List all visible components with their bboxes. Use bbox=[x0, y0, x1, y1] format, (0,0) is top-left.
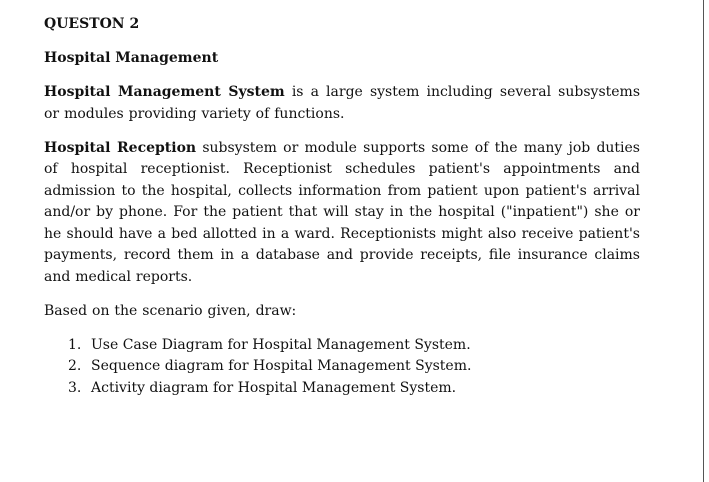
term-hospital-reception: Hospital Reception bbox=[44, 139, 197, 156]
task-text: Sequence diagram for Hospital Management System. bbox=[91, 358, 472, 374]
document-body bbox=[44, 14, 640, 399]
task-text: Activity diagram for Hospital Management System. bbox=[91, 379, 457, 396]
task-item bbox=[44, 335, 640, 357]
task-item bbox=[44, 378, 640, 400]
task-number: 1. bbox=[68, 336, 82, 353]
task-number: 2. bbox=[68, 358, 82, 374]
paragraph-hospital-reception bbox=[44, 138, 640, 289]
paragraph-system-overview bbox=[44, 82, 640, 125]
task-list bbox=[44, 335, 640, 400]
topic-title: Hospital Management bbox=[44, 50, 219, 66]
paragraph-text: subsystem or module supports some of the many job duties of hospital receptionist. Receptionist schedules patient's appointments and admission to the hospital, collects information from patient upon patient's arrival and/or by phone. For the patient that will stay in the hospital ("inpatient") she or he should have a bed allotted in a ward. Receptionists might also receive patient's payments, record them in a database and provide receipts, file insurance claims and medical reports. bbox=[44, 139, 640, 285]
question-label: QUESTON 2 bbox=[44, 16, 140, 32]
paragraph-text: is a large system including several subsystems or modules providing variety of functions. bbox=[44, 84, 640, 122]
task-text: Use Case Diagram for Hospital Management System. bbox=[91, 336, 471, 353]
task-number: 3. bbox=[68, 379, 82, 396]
task-item bbox=[44, 356, 640, 378]
instruction-text: Based on the scenario given, draw: bbox=[44, 302, 297, 319]
term-hospital-management-system: Hospital Management System bbox=[44, 84, 285, 100]
page-edge-line bbox=[703, 0, 704, 482]
